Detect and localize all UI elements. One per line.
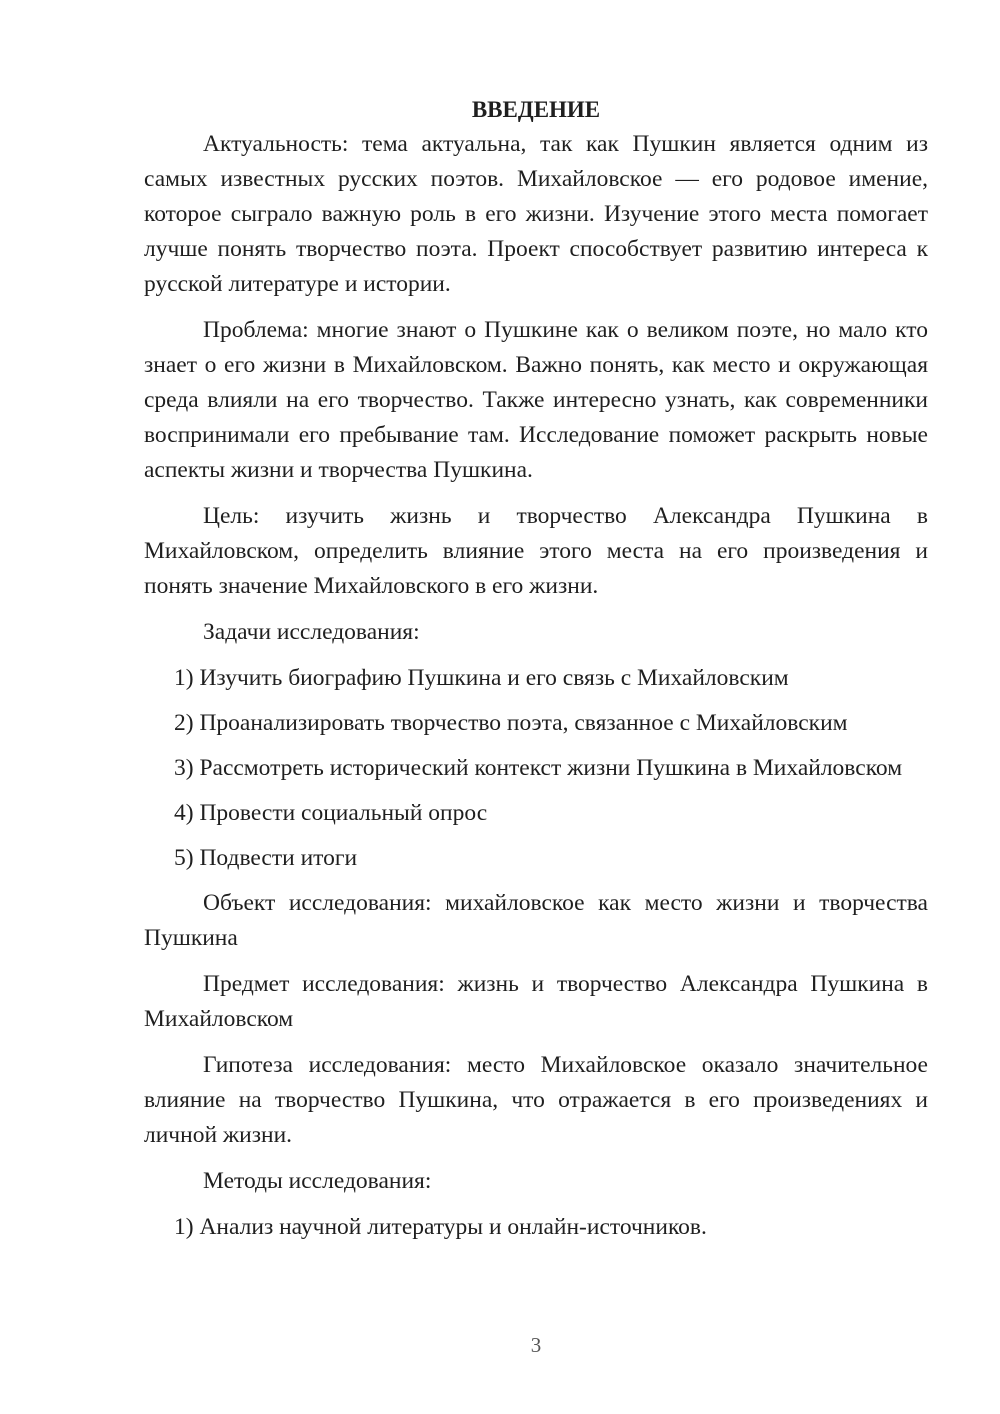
goal-paragraph: Цель: изучить жизнь и творчество Александра Пушкина в Михайловском, определить влияние этого места на его произведения и понять значение Михайловского в его жизни. — [144, 503, 928, 599]
task-item-1: 1) Изучить биографию Пушкина и его связь с Михайловским — [174, 665, 789, 691]
problem-paragraph: Проблема: многие знают о Пушкине как о великом поэте, но мало кто знает о его жизни в Михайловском. Важно понять, как место и окружающая среда влияли на его творчество. Также интересно узнать, как современники воспринимали его пребывание там. Исследование поможет раскрыть новые аспекты жизни и творчества Пушкина. — [144, 317, 928, 483]
hypothesis-paragraph: Гипотеза исследования: место Михайловское оказало значительное влияние на творчество Пушкина, что отражается в его произведениях и личной жизни. — [144, 1052, 928, 1148]
page-number: 3 — [530, 1333, 542, 1357]
tasks-list — [144, 661, 928, 876]
methods-list — [144, 1210, 928, 1245]
task-item-3: 3) Рассмотреть исторический контекст жизни Пушкина в Михайловском — [174, 755, 903, 781]
methods-heading: Методы исследования: — [203, 1168, 432, 1194]
object-paragraph: Объект исследования: михайловское как место жизни и творчества Пушкина — [144, 890, 928, 951]
task-item-2: 2) Проанализировать творчество поэта, связанное с Михайловским — [174, 710, 848, 736]
method-item-1: 1) Анализ научной литературы и онлайн-источников. — [174, 1214, 707, 1240]
task-item-4: 4) Провести социальный опрос — [174, 800, 488, 826]
relevance-paragraph: Актуальность: тема актуальна, так как Пушкин является одним из самых известных русских поэтов. Михайловское — его родовое имение, которое сыграло важную роль в его жизни. Изучение этого места помогает лучше понять творчество поэта. Проект способствует развитию интереса к русской литературе и истории. — [144, 131, 928, 297]
section-title: ВВЕДЕНИЕ — [471, 97, 601, 122]
page-content — [144, 92, 928, 1255]
subject-paragraph: Предмет исследования: жизнь и творчество Александра Пушкина в Михайловском — [144, 971, 928, 1032]
tasks-heading: Задачи исследования: — [203, 619, 420, 645]
task-item-5: 5) Подвести итоги — [174, 845, 358, 871]
